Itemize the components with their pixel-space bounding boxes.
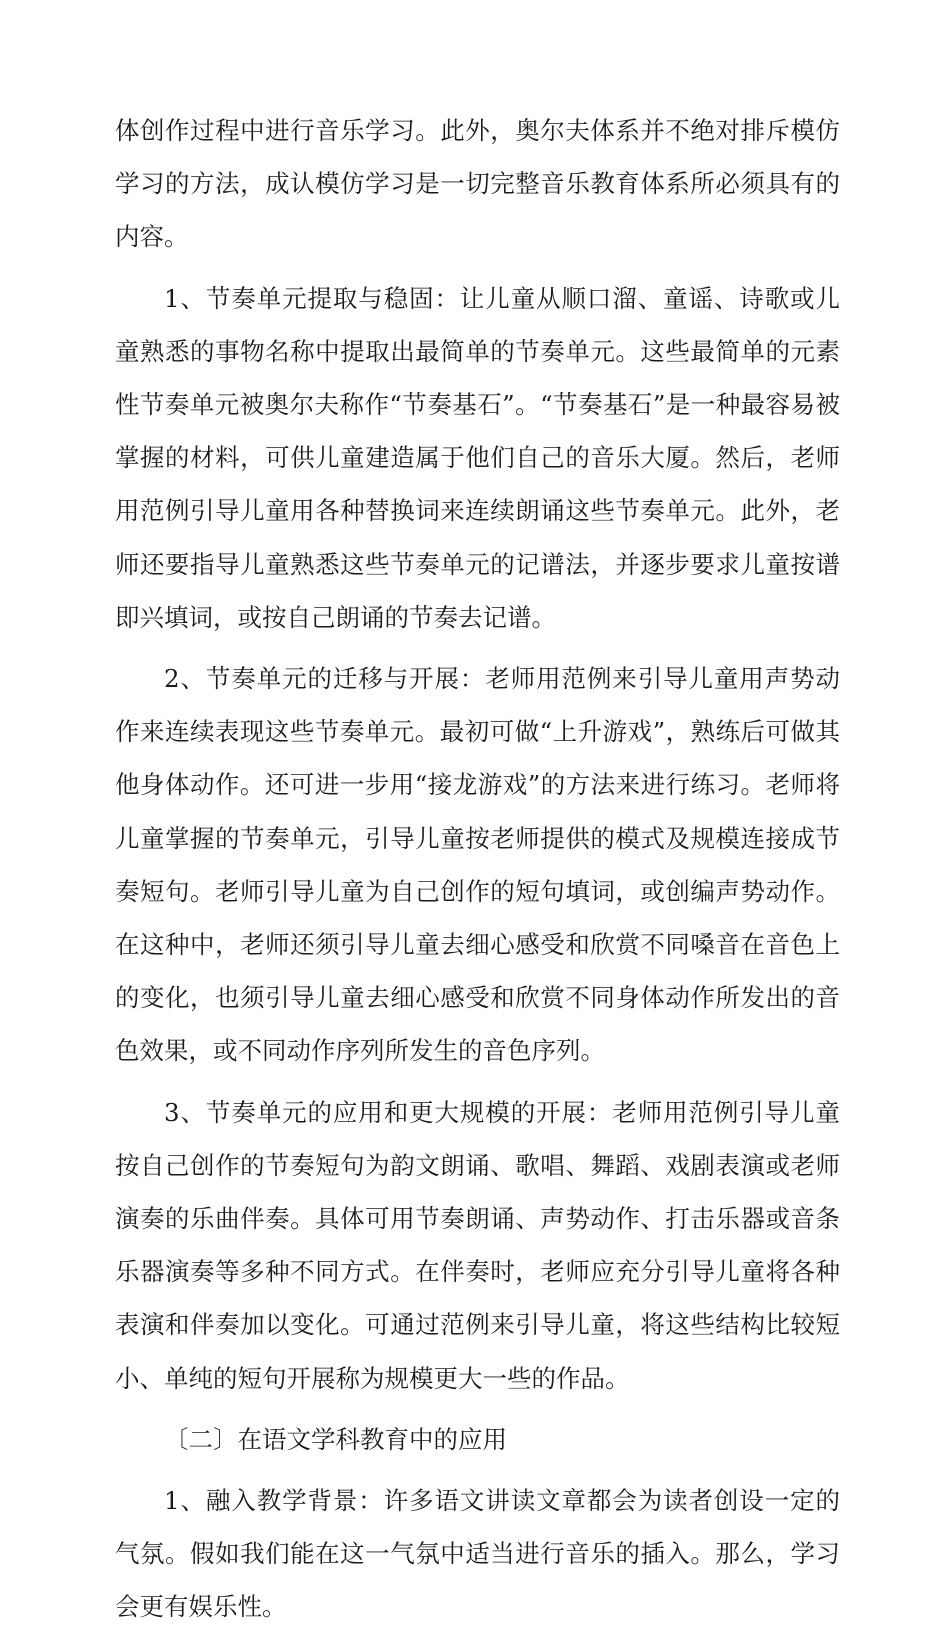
- section-heading-chinese-education: 〔二〕在语文学科教育中的应用: [164, 1424, 507, 1454]
- document-page: [115, 104, 840, 1634]
- paragraph-rhythm-unit-transfer: 2、节奏单元的迁移与开展：老师用范例来引导儿童用声势动作来连续表现这些节奏单元。最初可做“上升游戏”，熟练后可做其他身体动作。还可进一步用“接龙游戏”的方法来进行练习。老师将儿童掌握的节奏单元，引导儿童按老师提供的模式及规模连接成节奏短句。老师引导儿童为自己创作的短句填词，或创编声势动作。在这种中，老师还须引导儿童去细心感受和欣赏不同嗓音在音色上的变化，也须引导儿童去细心感受和欣赏不同身体动作所发出的音色效果，或不同动作序列所发生的音色序列。: [115, 664, 840, 1066]
- paragraph-teaching-background: 1、融入教学背景：许多语文讲读文章都会为读者创设一定的气氛。假如我们能在这一气氛中适当进行音乐的插入。那么，学习会更有娱乐性。: [115, 1486, 840, 1622]
- paragraph-rhythm-unit-extraction: 1、节奏单元提取与稳固：让儿童从顺口溜、童谣、诗歌或儿童熟悉的事物名称中提取出最简单的节奏单元。这些最简单的元素性节奏单元被奥尔夫称作“节奏基石”。“节奏基石”是一种最容易被掌握的材料，可供儿童建造属于他们自己的音乐大厦。然后，老师用范例引导儿童用各种替换词来连续朗诵这些节奏单元。此外，老师还要指导儿童熟悉这些节奏单元的记谱法，并逐步要求儿童按谱即兴填词，或按自己朗诵的节奏去记谱。: [115, 283, 840, 632]
- paragraph-continuation: 体创作过程中进行音乐学习。此外，奥尔夫体系并不绝对排斥模仿学习的方法，成认模仿学习是一切完整音乐教育体系所必须具有的内容。: [115, 116, 840, 252]
- paragraph-rhythm-unit-application: 3、节奏单元的应用和更大规模的开展：老师用范例引导儿童按自己创作的节奏短句为韵文朗诵、歌唱、舞蹈、戏剧表演或老师演奏的乐曲伴奏。具体可用节奏朗诵、声势动作、打击乐器或音条乐器演奏等多种不同方式。在伴奏时，老师应充分引导儿童将各种表演和伴奏加以变化。可通过范例来引导儿童，将这些结构比较短小、单纯的短句开展称为规模更大一些的作品。: [115, 1097, 840, 1393]
